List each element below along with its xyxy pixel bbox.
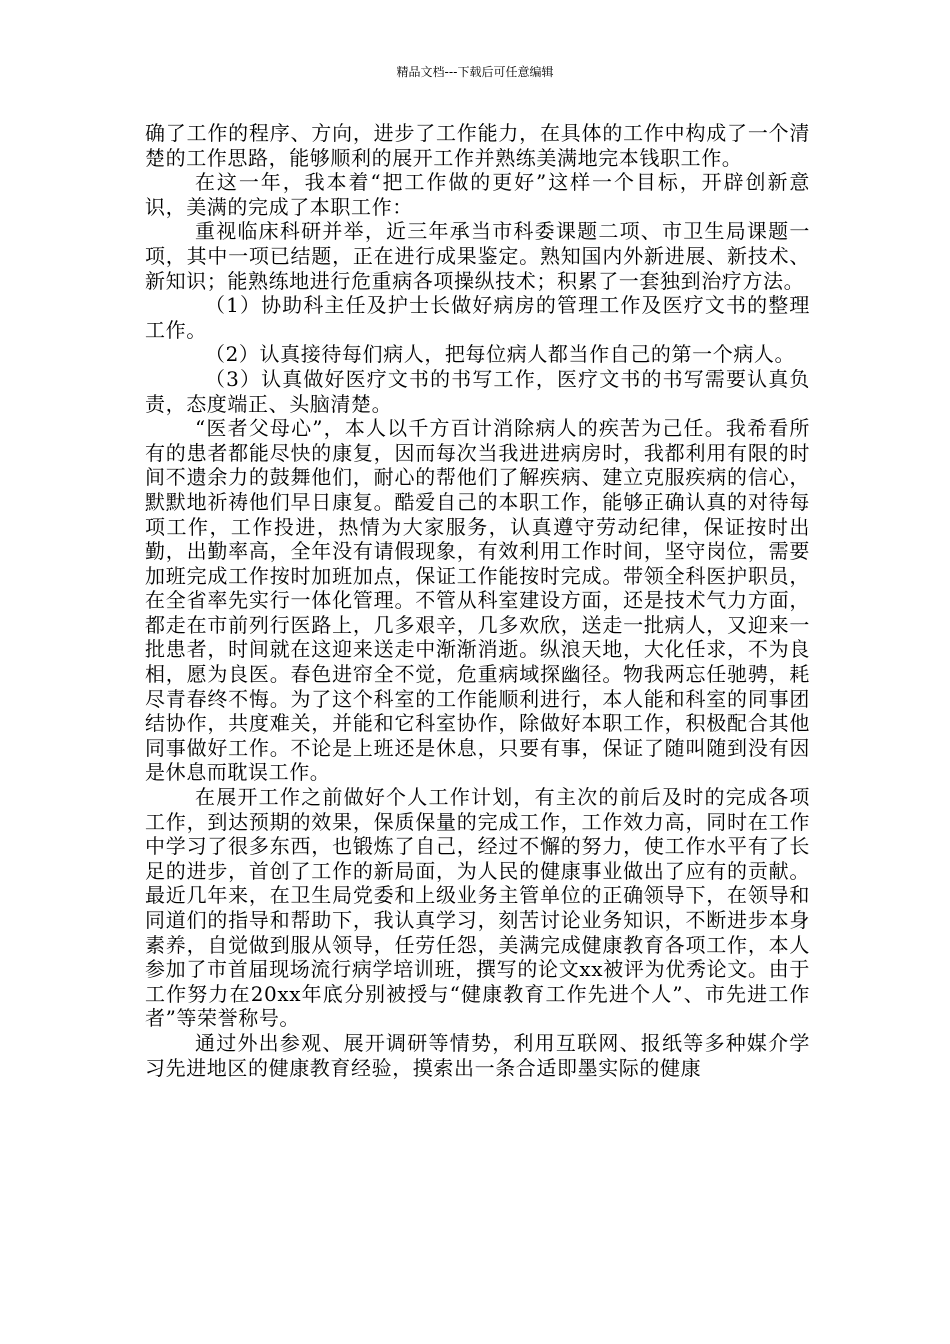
document-body: [145, 121, 810, 1080]
paragraph: 确了工作的程序、方向，进步了工作能力，在具体的工作中构成了一个清楚的工作思路，能够顺利的展开工作并熟练美满地完本钱职工作。: [145, 121, 810, 170]
list-item: （3）认真做好医疗文书的书写工作，医疗文书的书写需要认真负责，态度端正、头脑清楚。: [145, 366, 810, 416]
paragraph: 通过外出参观、展开调研等情势，利用互联网、报纸等多种媒介学习先进地区的健康教育经验，摸索出一条合适即墨实际的健康: [145, 1030, 810, 1080]
list-item: （2）认真接待每们病人，把每位病人都当作自己的第一个病人。: [205, 342, 796, 367]
paragraph: 重视临床科研并举，近三年承当市科委课题二项、市卫生局课题一项，其中一项已结题，正在进行成果鉴定。熟知国内外新进展、新技术、新知识；能熟练地进行危重病各项操纵技术；积累了一套独到治疗方法。: [145, 219, 810, 293]
list-item: （1）协助科主任及护士长做好病房的管理工作及医疗文书的整理工作。: [145, 293, 810, 342]
page-header: 精品文档---下载后可任意编辑: [396, 65, 554, 79]
paragraph: 在展开工作之前做好个人工作计划，有主次的前后及时的完成各项工作，到达预期的效果，保质保量的完成工作，工作效力高，同时在工作中学习了很多东西，也锻炼了自己，经过不懈的努力，使工作水平有了长足的进步，首创了工作的新局面，为人民的健康事业做出了应有的贡献。最近几年来，在卫生局党委和上级业务主管单位的正确领导下，在领导和同道们的指导和帮助下，我认真学习，刻苦讨论业务知识，不断进步本身素养，自觉做到服从领导，任劳任怨，美满完成健康教育各项工作，本人参加了市首届现场流行病学培训班，撰写的论文xx被评为优秀论文。由于工作努力在20xx年底分别被授与“健康教育工作先进个人”、市先进工作者”等荣誉称号。: [145, 785, 810, 1031]
paragraph: “医者父母心”，本人以千方百计消除病人的疾苦为己任。我希看所有的患者都能尽快的康复，因而每次当我进进病房时，我都利用有限的时间不遗余力的鼓舞他们，耐心的帮他们了解疾病、建立克服疾病的信心，默默地祈祷他们早日康复。酷爱自己的本职工作，能够正确认真的对待每项工作，工作投进，热情为大家服务，认真遵守劳动纪律，保证按时出勤，出勤率高，全年没有请假现象，有效利用工作时间，坚守岗位，需要加班完成工作按时加班加点，保证工作能按时完成。带领全科医护职员，在全省率先实行一体化管理。不管从科室建设方面，还是技术气力方面，都走在市前列行医路上，几多艰辛，几多欢欣，送走一批病人，又迎来一批患者，时间就在这迎来送走中渐渐消逝。纵浪天地，大化任求，不为良相，愿为良医。春色进帘全不觉，危重病域探幽径。物我两忘任驰骋，耗尽青春终不悔。为了这个科室的工作能顺利进行，本人能和科室的同事团结协作，共度难关，并能和它科室协作，除做好本职工作，积极配合其他同事做好工作。不论是上班还是休息，只要有事，保证了随叫随到没有因是休息而耽误工作。: [145, 416, 810, 785]
paragraph: 在这一年，我本着“把工作做的更好”这样一个目标，开辟创新意识，美满的完成了本职工作：: [145, 170, 810, 219]
